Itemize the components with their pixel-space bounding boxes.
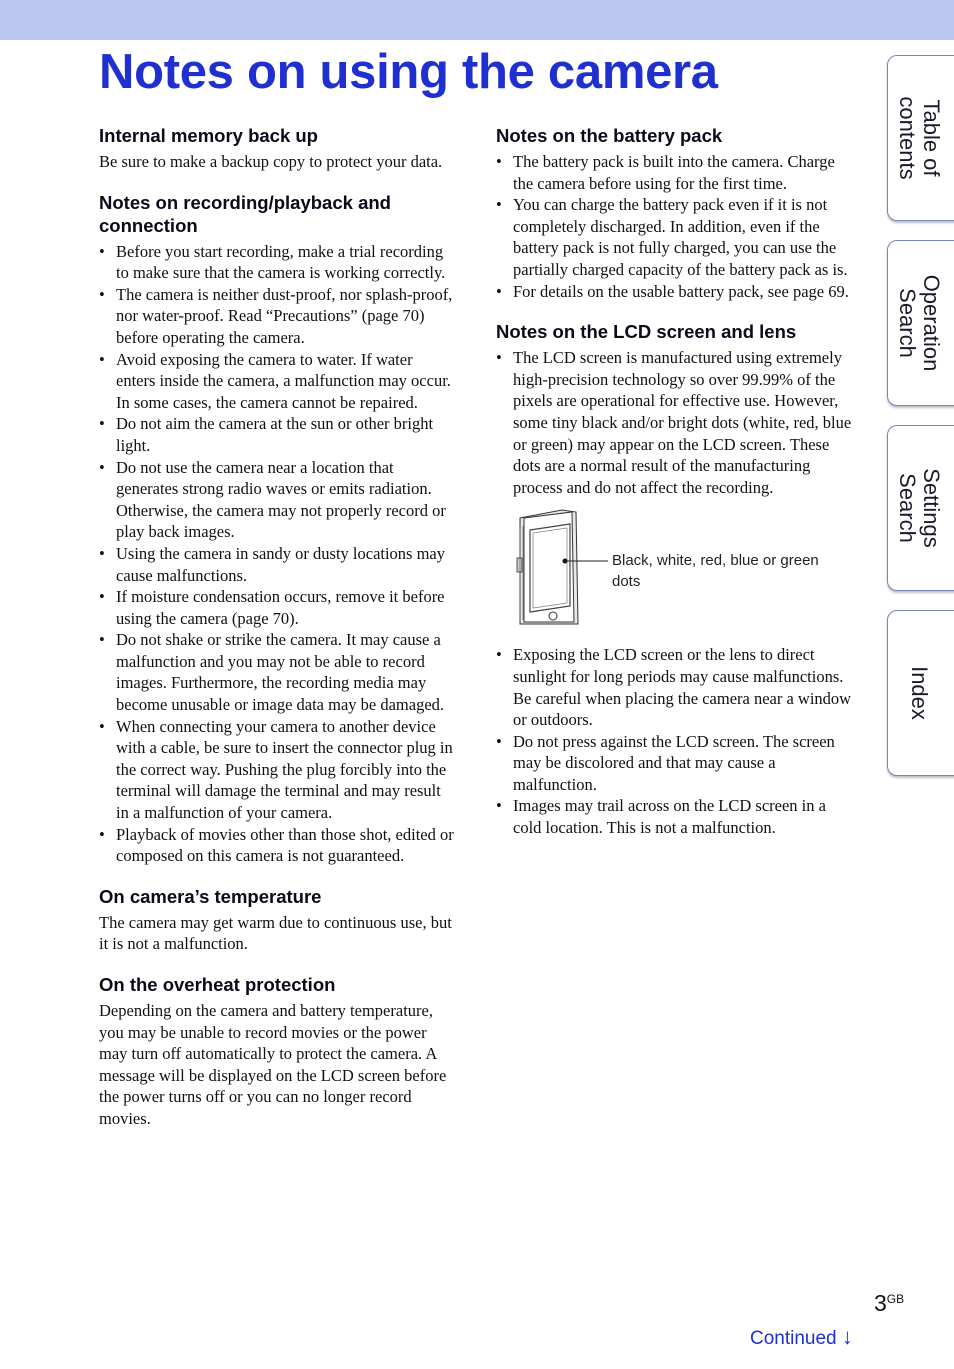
list-item: • Do not use the camera near a location that generates strong radio waves or emits radiation. Otherwise, the camera may not properly record or play back images. — [99, 457, 456, 543]
lcd-heading: Notes on the LCD screen and lens — [496, 321, 797, 343]
list-item: • Playback of movies other than those shot, edited or composed on this camera is not guaranteed. — [99, 824, 456, 867]
list-item: • The LCD screen is manufactured using extremely high-precision technology so over 99.99% of the pixels are operational for effective use. However, some tiny black and/or bright dots (white, red, blue or green) may appear on the LCD screen. These dots are a normal result of the manufacturing process and do not affect the recording. — [496, 347, 854, 498]
internal-memory-heading: Internal memory back up — [99, 125, 318, 146]
recording-list — [99, 241, 456, 867]
lcd-list-before — [496, 347, 854, 498]
list-item: • For details on the usable battery pack, see page 69. — [496, 281, 854, 303]
page-number-suffix: GB — [886, 1292, 905, 1306]
list-item: • Exposing the LCD screen or the lens to direct sunlight for long periods may cause malfunctions. Be careful when placing the camera near a window or outdoors. — [496, 644, 854, 730]
list-item: • Images may trail across on the LCD screen in a cold location. This is not a malfunction. — [496, 795, 854, 838]
tab-label-line1: Index — [907, 666, 932, 720]
temperature-text: The camera may get warm due to continuous use, but it is not a malfunction. — [99, 912, 452, 954]
list-item: • Before you start recording, make a trial recording to make sure that the camera is working correctly. — [99, 241, 456, 284]
page-number-value: 3 — [874, 1290, 887, 1316]
tab-label-line1: Operation — [919, 274, 944, 372]
continued-link[interactable] — [750, 1324, 853, 1350]
list-item: • The camera is neither dust-proof, nor splash-proof, nor water-proof. Read “Precautions” (page 70) before operating the camera. — [99, 284, 456, 349]
list-item: • The battery pack is built into the camera. Charge the camera before using for the first time. — [496, 151, 854, 194]
list-item: • If moisture condensation occurs, remove it before using the camera (page 70). — [99, 586, 456, 629]
section-recording — [99, 191, 456, 867]
list-item: • When connecting your camera to another device with a cable, be sure to insert the connector plug in the correct way. Pushing the plug forcibly into the terminal will damage the terminal and may result in a malfunction of your camera. — [99, 716, 456, 824]
list-item: • Do not aim the camera at the sun or other bright light. — [99, 413, 456, 456]
tab-label-line1: Settings — [919, 468, 944, 548]
page-number — [874, 1290, 904, 1317]
tab-label-line2: contents — [895, 96, 920, 180]
header-bar — [0, 0, 954, 40]
tab-table-of-contents[interactable] — [887, 55, 954, 221]
section-temperature — [99, 885, 456, 955]
tab-label-line2: Search — [895, 473, 920, 543]
lcd-list-after — [496, 644, 854, 838]
section-battery — [496, 124, 854, 302]
figure-caption: Black, white, red, blue or green dots — [612, 552, 819, 591]
battery-heading: Notes on the battery pack — [496, 125, 723, 146]
tab-label — [884, 426, 954, 590]
page-title: Notes on using the camera — [99, 45, 718, 99]
section-internal-memory — [99, 124, 456, 173]
section-overheat — [99, 973, 456, 1130]
list-item: • Do not press against the LCD screen. The screen may be discolored and that may cause a malfunction. — [496, 731, 854, 796]
tab-label-line1: Table of — [919, 99, 944, 177]
tab-index[interactable] — [887, 610, 954, 776]
tab-label-line2: Search — [895, 288, 920, 358]
tab-settings-search[interactable] — [887, 425, 954, 591]
overheat-heading: On the overheat protection — [99, 974, 336, 995]
left-column — [99, 124, 456, 1148]
tab-label — [884, 56, 954, 220]
lcd-dots-figure — [496, 508, 854, 630]
list-item: • Avoid exposing the camera to water. If water enters inside the camera, a malfunction may occur. In some cases, the camera cannot be repaired. — [99, 349, 456, 414]
list-item: • You can charge the battery pack even if it is not completely discharged. In addition, even if the battery pack is not fully charged, you can use the partially charged capacity of the battery pack as is. — [496, 194, 854, 280]
recording-heading: Notes on recording/playback and connection — [99, 191, 391, 236]
tab-label — [884, 611, 954, 775]
battery-list — [496, 151, 854, 302]
tab-label — [884, 241, 954, 405]
overheat-text: Depending on the camera and battery temperature, you may be unable to record movies or the power may turn off automatically to protect the camera. A message will be displayed on the LCD screen before the power turns off or you can no longer record movies. — [99, 1001, 447, 1128]
arrow-down-icon: ↓ — [841, 1324, 853, 1349]
list-item: • Using the camera in sandy or dusty locations may cause malfunctions. — [99, 543, 456, 586]
camera-illustration-icon — [516, 508, 612, 626]
right-column — [496, 124, 854, 857]
internal-memory-text: Be sure to make a backup copy to protect your data. — [99, 152, 443, 171]
tab-operation-search[interactable] — [887, 240, 954, 406]
list-item: • Do not shake or strike the camera. It may cause a malfunction and you may not be able to record images. Furthermore, the recording media may become unusable or image data may be damaged. — [99, 629, 456, 715]
section-lcd — [496, 320, 854, 839]
continued-label: Continued — [750, 1328, 837, 1349]
temperature-heading: On camera’s temperature — [99, 885, 322, 907]
